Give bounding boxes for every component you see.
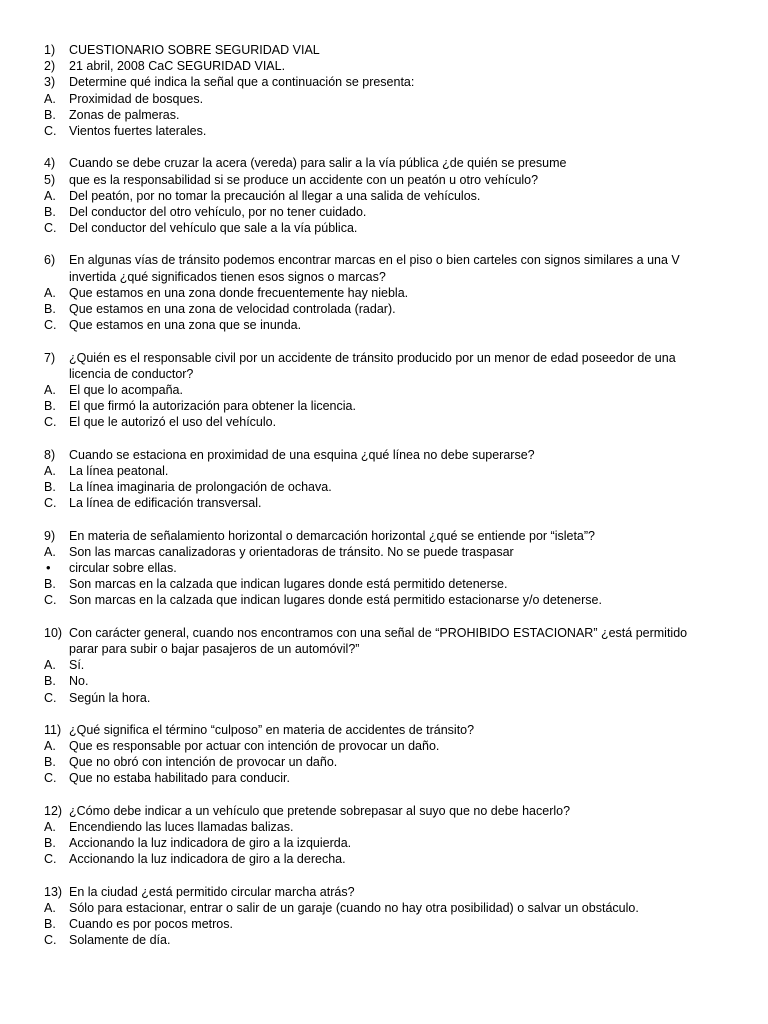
option-text: La línea imaginaria de prolongación de ochava.	[69, 480, 332, 495]
document-line	[0, 463, 768, 479]
document-line	[0, 172, 768, 188]
option-text: Solamente de día.	[69, 933, 171, 948]
option-letter: C.	[44, 771, 57, 786]
question-number: 4)	[44, 156, 56, 171]
question-text-continued: parar para subir o bajar pasajeros de un automóvil?”	[69, 641, 360, 656]
option-text: El que le autorizó el uso del vehículo.	[69, 415, 277, 430]
question-text: 21 abril, 2008 CaC SEGURIDAD VIAL.	[69, 59, 286, 74]
document-line	[0, 123, 768, 139]
document-line	[0, 770, 768, 786]
option-text: Encendiendo las luces llamadas balizas.	[69, 820, 294, 834]
document-line	[0, 690, 768, 706]
document-line	[0, 560, 768, 576]
option-letter: A.	[44, 739, 56, 754]
option-letter: B.	[44, 107, 56, 122]
question-text: Con carácter general, cuando nos encontramos con una señal de “PROHIBIDO ESTACIONAR” ¿está permitido	[69, 625, 688, 640]
document-line	[0, 738, 768, 754]
option-letter: C.	[44, 415, 57, 430]
option-text: Del peatón, por no tomar la precaución al llegar a una salida de vehículos.	[69, 188, 481, 203]
option-text: Cuando es por pocos metros.	[69, 917, 233, 932]
option-letter: B.	[44, 755, 56, 770]
option-letter: B.	[44, 577, 56, 592]
option-text: La línea de edificación transversal.	[69, 496, 262, 511]
document-line	[0, 544, 768, 560]
option-text: Que no obró con intención de provocar un daño.	[69, 755, 338, 770]
document-line	[0, 366, 768, 382]
document-page	[0, 42, 768, 949]
question-text: ¿Quién es el responsable civil por un accidente de tránsito producido por un menor de edad poseedor de una	[69, 350, 676, 365]
document-line	[0, 932, 768, 948]
question-text: Cuando se estaciona en proximidad de una esquina ¿qué línea no debe superarse?	[69, 447, 535, 462]
document-line	[0, 317, 768, 333]
option-letter: A.	[44, 382, 56, 397]
document-line	[0, 350, 768, 366]
option-letter: A.	[44, 285, 56, 300]
option-letter: A.	[44, 820, 56, 834]
option-letter: C.	[44, 221, 57, 236]
option-text: Vientos fuertes laterales.	[69, 123, 207, 138]
document-line	[0, 301, 768, 317]
option-text: El que firmó la autorización para obtener la licencia.	[69, 399, 356, 414]
document-line	[0, 155, 768, 171]
option-letter: A.	[44, 544, 56, 559]
option-letter: B.	[44, 204, 56, 219]
document-line	[0, 754, 768, 770]
document-line	[0, 673, 768, 689]
option-letter: A.	[44, 91, 56, 106]
option-letter: B.	[44, 674, 56, 689]
option-text: circular sobre ellas.	[69, 561, 177, 575]
option-letter: A.	[44, 188, 56, 203]
document-line	[0, 220, 768, 236]
question-number: 7)	[44, 350, 56, 365]
document-line	[0, 884, 768, 900]
option-text: Son las marcas canalizadoras y orientadoras de tránsito. No se puede traspasar	[69, 544, 514, 559]
paragraph-gap	[0, 706, 768, 722]
option-text: Que no estaba habilitado para conducir.	[69, 771, 290, 786]
paragraph-gap	[0, 333, 768, 349]
document-line	[0, 74, 768, 90]
option-letter: C.	[44, 318, 57, 333]
document-line	[0, 269, 768, 285]
question-number: 1)	[44, 43, 56, 57]
option-letter: B.	[44, 917, 56, 932]
option-letter: C.	[44, 690, 57, 705]
paragraph-gap	[0, 868, 768, 884]
option-letter: C.	[44, 933, 57, 948]
option-text: No.	[69, 674, 89, 689]
option-text: Según la hora.	[69, 690, 151, 705]
paragraph-gap	[0, 609, 768, 625]
option-text: Zonas de palmeras.	[69, 107, 180, 122]
question-text: Cuando se debe cruzar la acera (vereda) para salir a la vía pública ¿de quién se presume	[69, 156, 567, 171]
option-text: Sí.	[69, 658, 85, 673]
question-text: En materia de señalamiento horizontal o demarcación horizontal ¿qué se entiende por “isleta”?	[69, 528, 595, 543]
document-line	[0, 414, 768, 430]
document-line	[0, 382, 768, 398]
document-line	[0, 58, 768, 74]
option-letter: A.	[44, 463, 56, 478]
document-line	[0, 835, 768, 851]
question-text: ¿Cómo debe indicar a un vehículo que pretende sobrepasar al suyo que no debe hacerlo?	[69, 803, 571, 818]
option-text: Que es responsable por actuar con intención de provocar un daño.	[69, 739, 440, 754]
document-line	[0, 803, 768, 819]
option-letter: B.	[44, 480, 56, 495]
paragraph-gap	[0, 511, 768, 527]
document-line	[0, 722, 768, 738]
document-line	[0, 576, 768, 592]
option-letter: B.	[44, 302, 56, 316]
option-letter: C.	[44, 123, 57, 138]
question-number: 11)	[44, 722, 62, 737]
document-line	[0, 657, 768, 673]
document-line	[0, 528, 768, 544]
paragraph-gap	[0, 787, 768, 803]
question-number: 12)	[44, 803, 63, 818]
document-line	[0, 592, 768, 608]
paragraph-gap	[0, 431, 768, 447]
question-number: 10)	[44, 625, 63, 640]
question-text: En la ciudad ¿está permitido circular marcha atrás?	[69, 884, 355, 899]
option-letter: B.	[44, 399, 56, 414]
document-line	[0, 398, 768, 414]
document-line	[0, 819, 768, 835]
option-letter: A.	[44, 900, 56, 915]
document-line	[0, 916, 768, 932]
question-text: ¿Qué significa el término “culposo” en materia de accidentes de tránsito?	[69, 722, 475, 737]
question-text-continued: invertida ¿qué significados tienen esos signos o marcas?	[69, 269, 386, 284]
option-text: Del conductor del vehículo que sale a la vía pública.	[69, 221, 358, 236]
document-line	[0, 447, 768, 463]
option-text: Accionando la luz indicadora de giro a la izquierda.	[69, 836, 352, 851]
document-line	[0, 252, 768, 268]
question-number: 6)	[44, 253, 56, 268]
document-line	[0, 625, 768, 641]
bullet-marker: •	[46, 560, 51, 575]
question-text: CUESTIONARIO SOBRE SEGURIDAD VIAL	[69, 43, 320, 57]
document-line	[0, 42, 768, 58]
question-number: 5)	[44, 172, 56, 187]
option-text: Sólo para estacionar, entrar o salir de un garaje (cuando no hay otra posibilidad) o salvar un obstáculo.	[69, 900, 639, 915]
question-number: 8)	[44, 447, 56, 462]
option-letter: C.	[44, 852, 57, 867]
option-text: Son marcas en la calzada que indican lugares donde está permitido detenerse.	[69, 577, 508, 592]
option-text: La línea peatonal.	[69, 463, 169, 478]
document-line	[0, 91, 768, 107]
question-number: 9)	[44, 528, 56, 543]
question-text-continued: licencia de conductor?	[69, 366, 194, 381]
option-letter: C.	[44, 496, 57, 511]
question-text: Determine qué indica la señal que a continuación se presenta:	[69, 75, 415, 90]
document-line	[0, 285, 768, 301]
option-letter: C.	[44, 593, 57, 608]
paragraph-gap	[0, 139, 768, 155]
document-line	[0, 495, 768, 511]
paragraph-gap	[0, 236, 768, 252]
document-line	[0, 107, 768, 123]
option-text: Que estamos en una zona de velocidad controlada (radar).	[69, 302, 396, 316]
option-text: El que lo acompaña.	[69, 382, 183, 397]
question-number: 13)	[44, 884, 63, 899]
document-line	[0, 851, 768, 867]
question-text: En algunas vías de tránsito podemos encontrar marcas en el piso o bien carteles con signos similares a una V	[69, 253, 680, 268]
question-number: 3)	[44, 75, 56, 90]
option-letter: A.	[44, 658, 56, 673]
option-text: Son marcas en la calzada que indican lugares donde está permitido estacionarse y/o detenerse.	[69, 593, 602, 608]
question-text: que es la responsabilidad si se produce un accidente con un peatón u otro vehículo?	[69, 172, 539, 187]
option-text: Que estamos en una zona que se inunda.	[69, 318, 302, 333]
option-text: Del conductor del otro vehículo, por no tener cuidado.	[69, 204, 367, 219]
option-text: Accionando la luz indicadora de giro a la derecha.	[69, 852, 346, 867]
option-letter: B.	[44, 836, 56, 851]
document-line	[0, 900, 768, 916]
document-line	[0, 188, 768, 204]
question-number: 2)	[44, 59, 56, 74]
option-text: Proximidad de bosques.	[69, 91, 204, 106]
document-line	[0, 641, 768, 657]
option-text: Que estamos en una zona donde frecuentemente hay niebla.	[69, 285, 409, 300]
document-line	[0, 204, 768, 220]
document-line	[0, 479, 768, 495]
